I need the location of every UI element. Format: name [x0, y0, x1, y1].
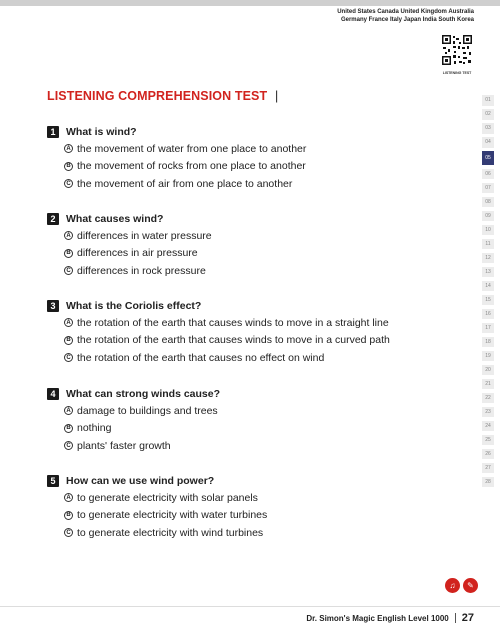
- option-letter-icon: A: [64, 406, 73, 415]
- question-3: [47, 298, 390, 367]
- pencil-icon[interactable]: ✎: [463, 578, 478, 593]
- option-letter-icon: C: [64, 353, 73, 362]
- option-letter-icon: A: [64, 318, 73, 327]
- question-text: How can we use wind power?: [66, 475, 215, 487]
- option-text: nothing: [77, 422, 112, 435]
- chapter-tab-01[interactable]: 01: [482, 95, 494, 106]
- option-b[interactable]: [64, 507, 267, 525]
- option-c[interactable]: [64, 437, 220, 455]
- option-a[interactable]: [64, 402, 220, 420]
- top-bar: [0, 0, 500, 6]
- option-text: the movement of air from one place to another: [77, 177, 293, 190]
- chapter-tab-02[interactable]: 02: [482, 109, 494, 120]
- countries-header: [337, 8, 474, 24]
- chapter-tab-28[interactable]: 28: [482, 477, 494, 488]
- option-letter-icon: B: [64, 336, 73, 345]
- question-number-badge: 5: [47, 475, 59, 487]
- option-letter-icon: A: [64, 144, 73, 153]
- option-text: damage to buildings and trees: [77, 404, 218, 417]
- option-letter-icon: C: [64, 441, 73, 450]
- audio-icon[interactable]: ♫: [445, 578, 460, 593]
- title-separator: |: [275, 89, 279, 103]
- option-a[interactable]: [64, 227, 212, 245]
- page-title: LISTENING COMPREHENSION TEST: [47, 89, 268, 103]
- option-c[interactable]: [64, 262, 212, 280]
- option-text: differences in air pressure: [77, 247, 198, 260]
- chapter-tab-05[interactable]: 05: [482, 151, 494, 165]
- option-text: the movement of rocks from one place to another: [77, 160, 306, 173]
- option-letter-icon: B: [64, 511, 73, 520]
- question-text: What causes wind?: [66, 213, 164, 225]
- option-letter-icon: C: [64, 266, 73, 275]
- option-letter-icon: A: [64, 231, 73, 240]
- question-2: [47, 211, 212, 280]
- corner-icons: [445, 578, 478, 593]
- option-a[interactable]: [64, 489, 267, 507]
- book-title: Dr. Simon's Magic English Level 1000: [306, 613, 449, 623]
- chapter-tab-21[interactable]: 21: [482, 379, 494, 390]
- question-4: [47, 386, 220, 455]
- chapter-tab-14[interactable]: 14: [482, 281, 494, 292]
- chapter-tab-09[interactable]: 09: [482, 211, 494, 222]
- chapter-tab-12[interactable]: 12: [482, 253, 494, 264]
- chapter-tab-15[interactable]: 15: [482, 295, 494, 306]
- chapter-tab-24[interactable]: 24: [482, 421, 494, 432]
- chapter-tabs: [482, 95, 494, 491]
- option-letter-icon: B: [64, 249, 73, 258]
- countries-line-2: Germany France Italy Japan India South Korea: [340, 17, 474, 23]
- footer-divider: [0, 606, 500, 607]
- option-b[interactable]: [64, 158, 306, 176]
- option-text: differences in water pressure: [77, 229, 212, 242]
- chapter-tab-04[interactable]: 04: [482, 137, 494, 148]
- option-b[interactable]: [64, 245, 212, 263]
- chapter-tab-11[interactable]: 11: [482, 239, 494, 250]
- chapter-tab-08[interactable]: 08: [482, 197, 494, 208]
- option-letter-icon: B: [64, 162, 73, 171]
- chapter-tab-26[interactable]: 26: [482, 449, 494, 460]
- question-text: What is the Coriolis effect?: [66, 300, 202, 312]
- chapter-tab-19[interactable]: 19: [482, 351, 494, 362]
- chapter-tab-18[interactable]: 18: [482, 337, 494, 348]
- option-letter-icon: A: [64, 493, 73, 502]
- option-text: plants' faster growth: [77, 439, 171, 452]
- option-a[interactable]: [64, 314, 390, 332]
- footer: [306, 612, 474, 624]
- question-number-badge: 1: [47, 126, 59, 138]
- option-text: the rotation of the earth that causes no effect on wind: [77, 351, 325, 364]
- option-letter-icon: C: [64, 179, 73, 188]
- option-text: to generate electricity with water turbines: [77, 509, 268, 522]
- chapter-tab-07[interactable]: 07: [482, 183, 494, 194]
- chapter-tab-13[interactable]: 13: [482, 267, 494, 278]
- footer-separator: [455, 613, 456, 623]
- question-5: [47, 473, 267, 542]
- option-text: to generate electricity with wind turbines: [77, 526, 264, 539]
- chapter-tab-22[interactable]: 22: [482, 393, 494, 404]
- question-number-badge: 2: [47, 213, 59, 225]
- option-text: differences in rock pressure: [77, 264, 206, 277]
- option-letter-icon: C: [64, 528, 73, 537]
- question-text: What is wind?: [66, 126, 137, 138]
- chapter-tab-17[interactable]: 17: [482, 323, 494, 334]
- option-text: to generate electricity with solar panels: [77, 491, 258, 504]
- chapter-tab-10[interactable]: 10: [482, 225, 494, 236]
- chapter-tab-27[interactable]: 27: [482, 463, 494, 474]
- option-b[interactable]: [64, 332, 390, 350]
- option-text: the rotation of the earth that causes winds to move in a straight line: [77, 316, 389, 329]
- option-text: the rotation of the earth that causes winds to move in a curved path: [77, 334, 390, 347]
- question-text: What can strong winds cause?: [66, 388, 221, 400]
- qr-caption: LISTENING TEST: [442, 71, 472, 75]
- question-number-badge: 3: [47, 300, 59, 312]
- option-letter-icon: B: [64, 424, 73, 433]
- option-c[interactable]: [64, 175, 306, 193]
- question-number-badge: 4: [47, 388, 59, 400]
- option-a[interactable]: [64, 140, 306, 158]
- chapter-tab-25[interactable]: 25: [482, 435, 494, 446]
- chapter-tab-23[interactable]: 23: [482, 407, 494, 418]
- countries-line-1: United States Canada United Kingdom Australia: [337, 9, 474, 15]
- option-c[interactable]: [64, 349, 390, 367]
- option-b[interactable]: [64, 420, 220, 438]
- chapter-tab-06[interactable]: 06: [482, 169, 494, 180]
- chapter-tab-03[interactable]: 03: [482, 123, 494, 134]
- page-number: 27: [461, 612, 474, 624]
- question-1: [47, 124, 306, 193]
- option-c[interactable]: [64, 524, 267, 542]
- option-text: the movement of water from one place to another: [77, 142, 307, 155]
- chapter-tab-20[interactable]: 20: [482, 365, 494, 376]
- qr-code-icon[interactable]: [441, 34, 473, 66]
- chapter-tab-16[interactable]: 16: [482, 309, 494, 320]
